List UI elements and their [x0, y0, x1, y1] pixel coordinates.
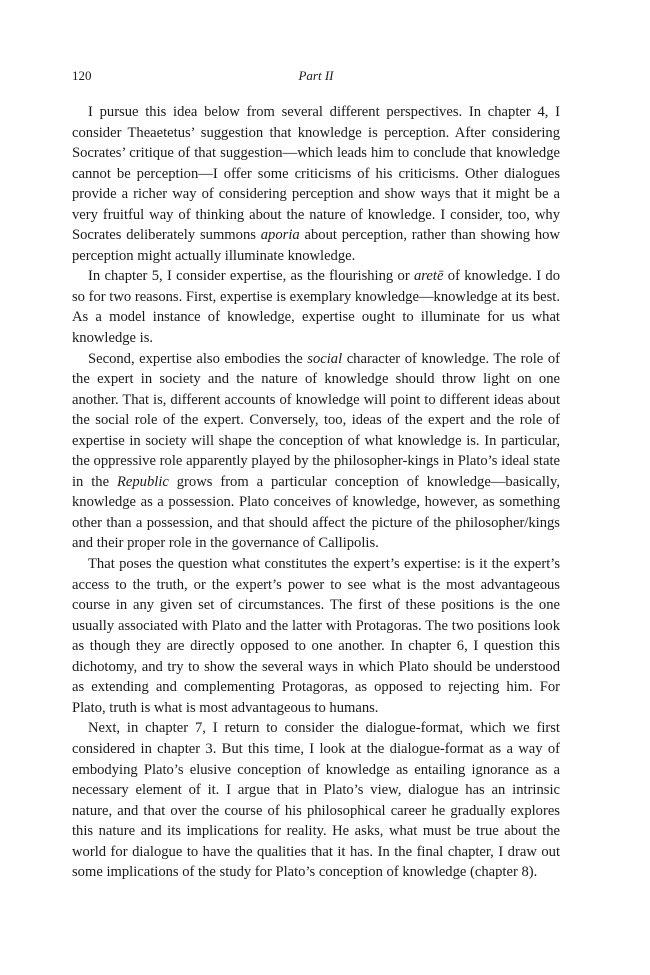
italic-term: aporia [260, 227, 300, 244]
page-number: 120 [72, 68, 92, 83]
italic-term: Republic [116, 473, 169, 490]
running-head-title: Part II [298, 68, 334, 83]
paragraph: I pursue this idea below from several different perspectives. In chapter 4, I consider Theaetetus’ suggestion that knowledge is perception. After considering Socrates’ critique of that suggestion—which leads him to conclude that knowledge cannot be perception—I offer some criticisms of his criticisms. Other dialogues provide a richer way of considering perception and show ways that it might be a very fruitful way of thinking about the nature of knowledge. I consider, too, why Socrates deliberately summons aporia about perception, rather than showing how perception might actually illuminate knowledge. [72, 104, 561, 264]
running-header [72, 66, 560, 86]
paragraph: Next, in chapter 7, I return to consider the dialogue-format, which we first considered in chapter 3. But this time, I look at the dialogue-format as a way of embodying Plato’s elusive conception of knowledge as entailing ignorance as a necessary element of it. I argue that in Plato’s view, dialogue has an intrinsic nature, and that over the course of his philosophical career he gradually explores this nature and its implications for reality. He asks, what must be true about the world for dialogue to have the qualities that it has. In the final chapter, I draw out some implications of the study for Plato’s conception of knowledge (chapter 8). [72, 720, 560, 881]
book-page [72, 66, 560, 883]
italic-term: aretē [414, 268, 444, 285]
paragraph: In chapter 5, I consider expertise, as the flourishing or aretē of knowledge. I do so for two reasons. First, expertise is exemplary knowledge—knowledge at its best. As a model instance of knowledge, expertise ought to illuminate for us what knowledge is. [72, 268, 560, 347]
body-text [72, 102, 560, 883]
italic-term: social [307, 350, 343, 367]
paragraph: That poses the question what constitutes the expert’s expertise: is it the expert’s access to the truth, or the expert’s power to see what is the most advantageous course in any given set of circumstances. The first of these positions is the one usually associated with Plato and the latter with Protagoras. The two positions look as though they are directly opposed to one another. In chapter 6, I question this dichotomy, and try to show the several ways in which Plato should be understood as extending and complementing Protagoras, as opposed to rejecting him. For Plato, truth is what is most advantageous to humans. [72, 556, 560, 716]
paragraph: Second, expertise also embodies the social character of knowledge. The role of the expert in society and the nature of knowledge should throw light on one another. That is, different accounts of knowledge will point to different ideas about the social role of the expert. Conversely, too, ideas of the expert and the role of expertise in society will shape the conception of what knowledge is. In particular, the oppressive role apparently played by the philosopher-kings in Plato’s ideal state in the Republic grows from a particular conception of knowledge—basically, knowledge as a possession. Plato conceives of knowledge, however, as something other than a possession, and that should affect the picture of the philosopher/kings and their proper role in the governance of Callipolis. [72, 350, 560, 552]
